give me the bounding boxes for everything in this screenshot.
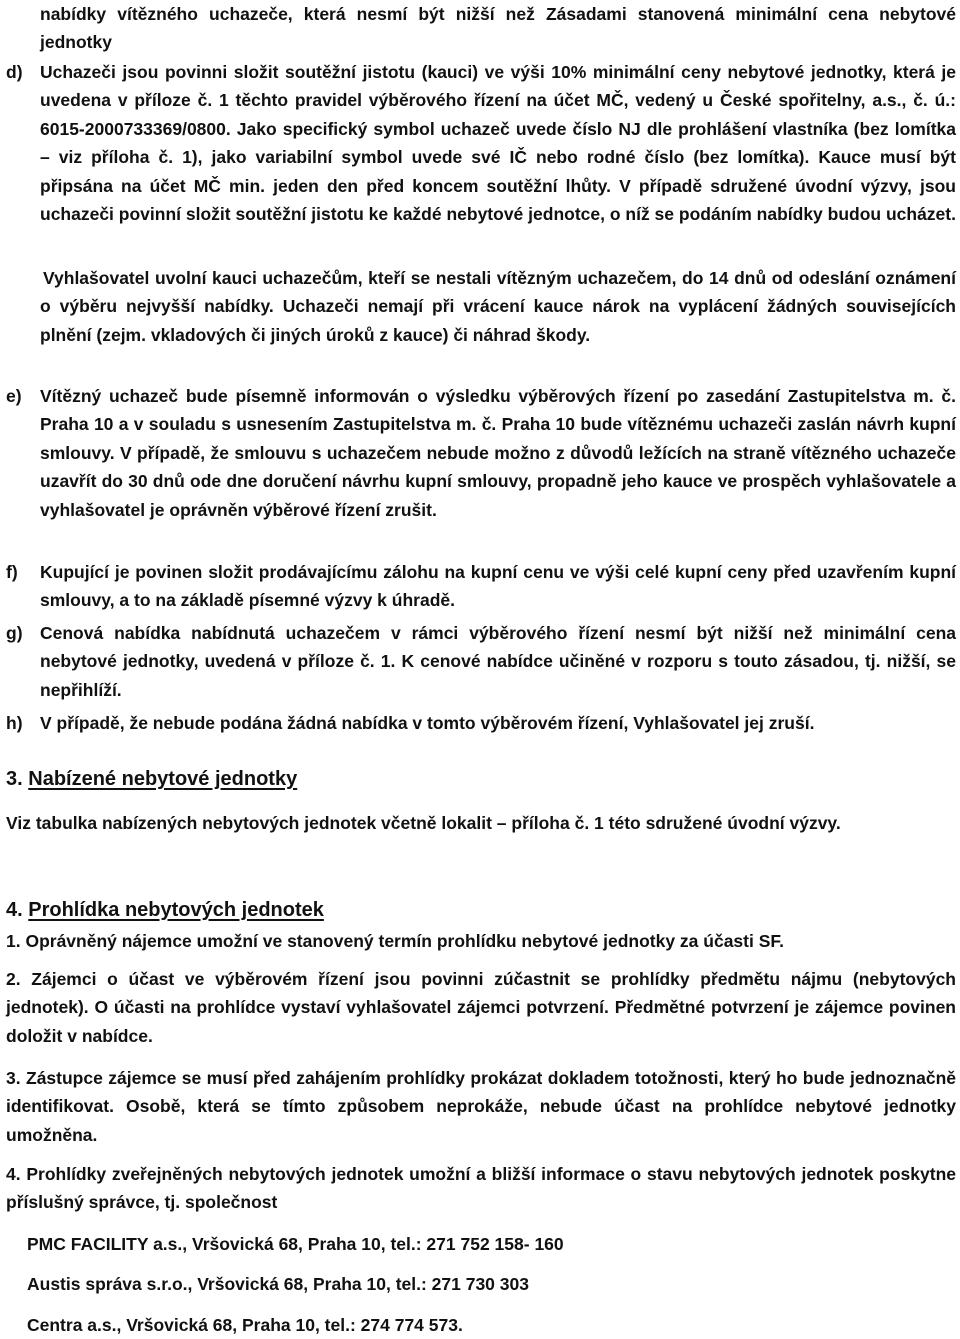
section-4-point-3: 3. Zástupce zájemce se musí před zahájením prohlídky prokázat dokladem totožnosti, který ho bude jednoznačně identifikovat. Osobě, která se tímto způsobem neprokáže, nebude účast na prohlídce nebytové jednotky umožněna. [6,1068,956,1145]
contact-pmc: PMC FACILITY a.s., Vršovická 68, Praha 10, tel.: 271 752 158- 160 [27,1234,564,1254]
list-item-h [6,709,956,737]
item-text: Vítězný uchazeč bude písemně informován o výsledku výběrových řízení po zasedání Zastupitelstva m. č. Praha 10 a v souladu s usnesením Zastupitelstva m. č. Praha 10 bude vítěznému uchazeči zaslán návrh kupní smlouvy. V případě, že smlouvu s uchazečem nebude možno z důvodů ležících na straně vítězného uchazeče uzavřít do 30 dnů ode dne doručení návrhu kupní smlouvy, propadně jeho kauce ve prospěch vyhlašovatele a vyhlašovatel je oprávněn výběrové řízení zrušit. [40,386,956,520]
deposit-return-paragraph: Vyhlašovatel uvolní kauci uchazečům, kteří se nestali vítězným uchazečem, do 14 dnů od odeslání oznámení o výběru nejvyšší nabídky. Uchazeči nemají při vrácení kauce nárok na vyplácení žádných souvisejících plnění (zejm. vkladových či jiných úroků z kauce) či náhrad škody. [40,268,956,345]
list-item-e [6,382,956,524]
list-item-d [6,58,956,228]
item-label: e) [6,386,22,406]
item-label: d) [6,62,23,82]
item-text: Uchazeči jsou povinni složit soutěžní jistotu (kauci) ve výši 10% minimální ceny nebytové jednotky, která je uvedena v příloze č. 1 těchto pravidel výběrového řízení na účet MČ, vedený u České spořitelny, a.s., č. ú.: 6015-2000733369/0800. Jako specifický symbol uchazeč uvede číslo NJ dle prohlášení vlastníka (bez lomítka – viz příloha č. 1), jako variabilní symbol uvede své IČ nebo rodné číslo (bez lomítka). Kauce musí být připsána na účet MČ min. jeden den před koncem soutěžní lhůty. V případě sdružené úvodní výzvy, jsou uchazeči povinní složit soutěžní jistotu ke každé nebytové jednotce, o níž se podáním nabídky budou ucházet. [40,62,956,225]
section-4-point-1: 1. Oprávněný nájemce umožní ve stanovený termín prohlídku nebytové jednotky za účasti SF. [6,931,784,951]
section-title: Nabízené nebytové jednotky [28,768,298,790]
item-label: f) [6,562,18,582]
section-4-point-2: 2. Zájemci o účast ve výběrovém řízení jsou povinni zúčastnit se prohlídky předmětu nájmu (nebytových jednotek). O účasti na prohlídce vystaví vyhlašovatel zájemci potvrzení. Předmětné potvrzení je zájemce povinen doložit v nabídce. [6,969,956,1046]
item-label: g) [6,623,23,643]
list-item-g [6,619,956,704]
item-text: V případě, že nebude podána žádná nabídka v tomto výběrovém řízení, Vyhlašovatel jej zruší. [40,713,815,733]
item-text: Cenová nabídka nabídnutá uchazečem v rámci výběrového řízení nesmí být nižší než minimální cena nebytové jednotky, uvedená v příloze č. 1. K cenové nabídce učiněné v rozporu s touto zásadou, tj. nižší, se nepřihlíží. [40,623,956,700]
item-label: h) [6,713,23,733]
intro-paragraph: nabídky vítězného uchazeče, která nesmí být nižší než Zásadami stanovená minimální cena nebytové jednotky [40,4,956,53]
section-number: 3. [6,768,23,790]
contact-centra: Centra a.s., Vršovická 68, Praha 10, tel.: 274 774 573. [27,1315,463,1335]
list-item-f [6,558,956,615]
section-3-heading [6,765,297,793]
section-number: 4. [6,899,23,921]
section-3-text: Viz tabulka nabízených nebytových jednotek včetně lokalit – příloha č. 1 této sdružené úvodní výzvy. [6,813,841,833]
item-text: Kupující je povinen složit prodávajícímu zálohu na kupní cenu ve výši celé kupní ceny před uzavřením kupní smlouvy, a to na základě písemné výzvy k úhradě. [40,562,956,611]
section-4-heading [6,896,324,924]
section-4-point-4: 4. Prohlídky zveřejněných nebytových jednotek umožní a bližší informace o stavu nebytových jednotek poskytne příslušný správce, tj. společnost [6,1164,956,1213]
section-title: Prohlídka nebytových jednotek [28,899,324,921]
contact-austis: Austis správa s.r.o., Vršovická 68, Praha 10, tel.: 271 730 303 [27,1274,529,1294]
